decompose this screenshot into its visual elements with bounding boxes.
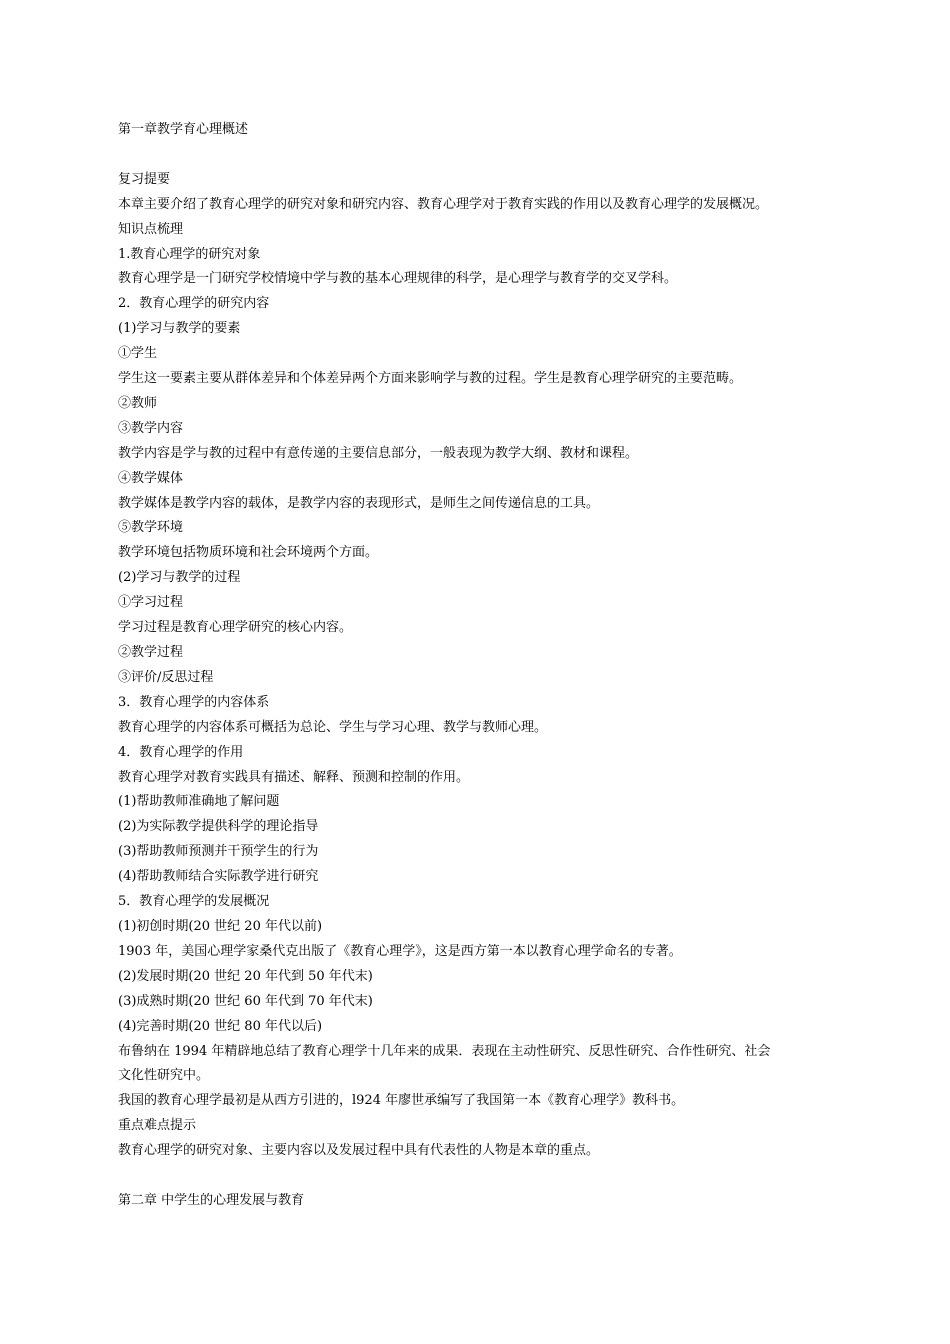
list-item: ④教学媒体 [118,470,184,486]
paragraph-line: 教育心理学的研究对象、主要内容以及发展过程中具有代表性的人物是本章的重点。 [118,1143,600,1159]
paragraph-line: 教学环境包括物质环境和社会环境两个方面。 [118,545,379,561]
paragraph-line: 布鲁纳在 1994 年精辟地总结了教育心理学十几年来的成果．表现在主动性研究、反思性研究、合作性研究、社会 [118,1043,771,1059]
numbered-heading: 2．教育心理学的研究内容 [118,296,270,312]
paragraph-line: 教育心理学是一门研究学校情境中学与教的基本心理规律的科学，是心理学与教育学的交叉学科。 [118,271,678,287]
list-item: ②教学过程 [118,645,184,661]
paragraph-line: 1903 年，美国心理学家桑代克出版了《教育心理学》，这是西方第一本以教育心理学命名的专著。 [118,943,682,959]
sub-heading: (4)完善时期(20 世纪 80 年代以后) [118,1018,323,1034]
sub-heading: (2)学习与教学的过程 [118,570,241,586]
blank-line [118,143,838,168]
list-item: (2)为实际教学提供科学的理论指导 [118,819,319,835]
chapter-2-title: 第二章 中学生的心理发展与教育 [118,1192,305,1208]
list-item: (1)帮助教师准确地了解问题 [118,794,280,810]
sub-heading: (1)初创时期(20 世纪 20 年代以前) [118,918,323,934]
numbered-heading: 1.教育心理学的研究对象 [118,246,261,262]
document-body [118,118,838,1214]
paragraph-line: 教育心理学对教育实践具有描述、解释、预测和控制的作用。 [118,769,470,785]
list-item: (4)帮助教师结合实际教学进行研究 [118,869,319,885]
list-item: ②教师 [118,395,158,411]
section-heading-key-points: 重点难点提示 [118,1118,197,1134]
list-item: ①学习过程 [118,595,184,611]
section-heading-knowledge: 知识点梳理 [118,221,184,237]
list-item: ①学生 [118,346,158,362]
list-item: ⑤教学环境 [118,520,184,536]
list-item: (3)帮助教师预测并干预学生的行为 [118,844,319,860]
sub-heading: (3)成熟时期(20 世纪 60 年代到 70 年代末) [118,993,373,1009]
paragraph-line: 本章主要介绍了教育心理学的研究对象和研究内容、教育心理学对于教育实践的作用以及教育心理学的发展概况。 [118,196,769,212]
chapter-1-title: 第一章教学育心理概述 [118,122,249,137]
paragraph-line: 学习过程是教育心理学研究的核心内容。 [118,620,353,636]
numbered-heading: 4．教育心理学的作用 [118,744,244,760]
paragraph-line: 学生这一要素主要从群体差异和个体差异两个方面来影响学与教的过程。学生是教育心理学研究的主要范畴。 [118,371,743,387]
paragraph-line: 我国的教育心理学最初是从西方引进的，l924 年廖世承编写了我国第一本《教育心理学》教科书。 [118,1093,685,1109]
section-heading-review: 复习提要 [118,171,171,187]
list-item: ③评价/反思过程 [118,669,214,685]
list-item: ③教学内容 [118,420,184,436]
paragraph-line: 文化性研究中。 [118,1068,210,1084]
blank-line [118,1164,838,1189]
paragraph-line: 教育心理学的内容体系可概括为总论、学生与学习心理、教学与教师心理。 [118,719,548,735]
paragraph-line: 教学媒体是教学内容的载体，是教学内容的表现形式，是师生之间传递信息的工具。 [118,495,600,511]
paragraph-line: 教学内容是学与教的过程中有意传递的主要信息部分，一般表现为教学大纲、教材和课程。 [118,445,639,461]
numbered-heading: 5．教育心理学的发展概况 [118,894,270,910]
sub-heading: (2)发展时期(20 世纪 20 年代到 50 年代末) [118,968,373,984]
sub-heading: (1)学习与教学的要素 [118,321,241,337]
numbered-heading: 3．教育心理学的内容体系 [118,694,270,710]
